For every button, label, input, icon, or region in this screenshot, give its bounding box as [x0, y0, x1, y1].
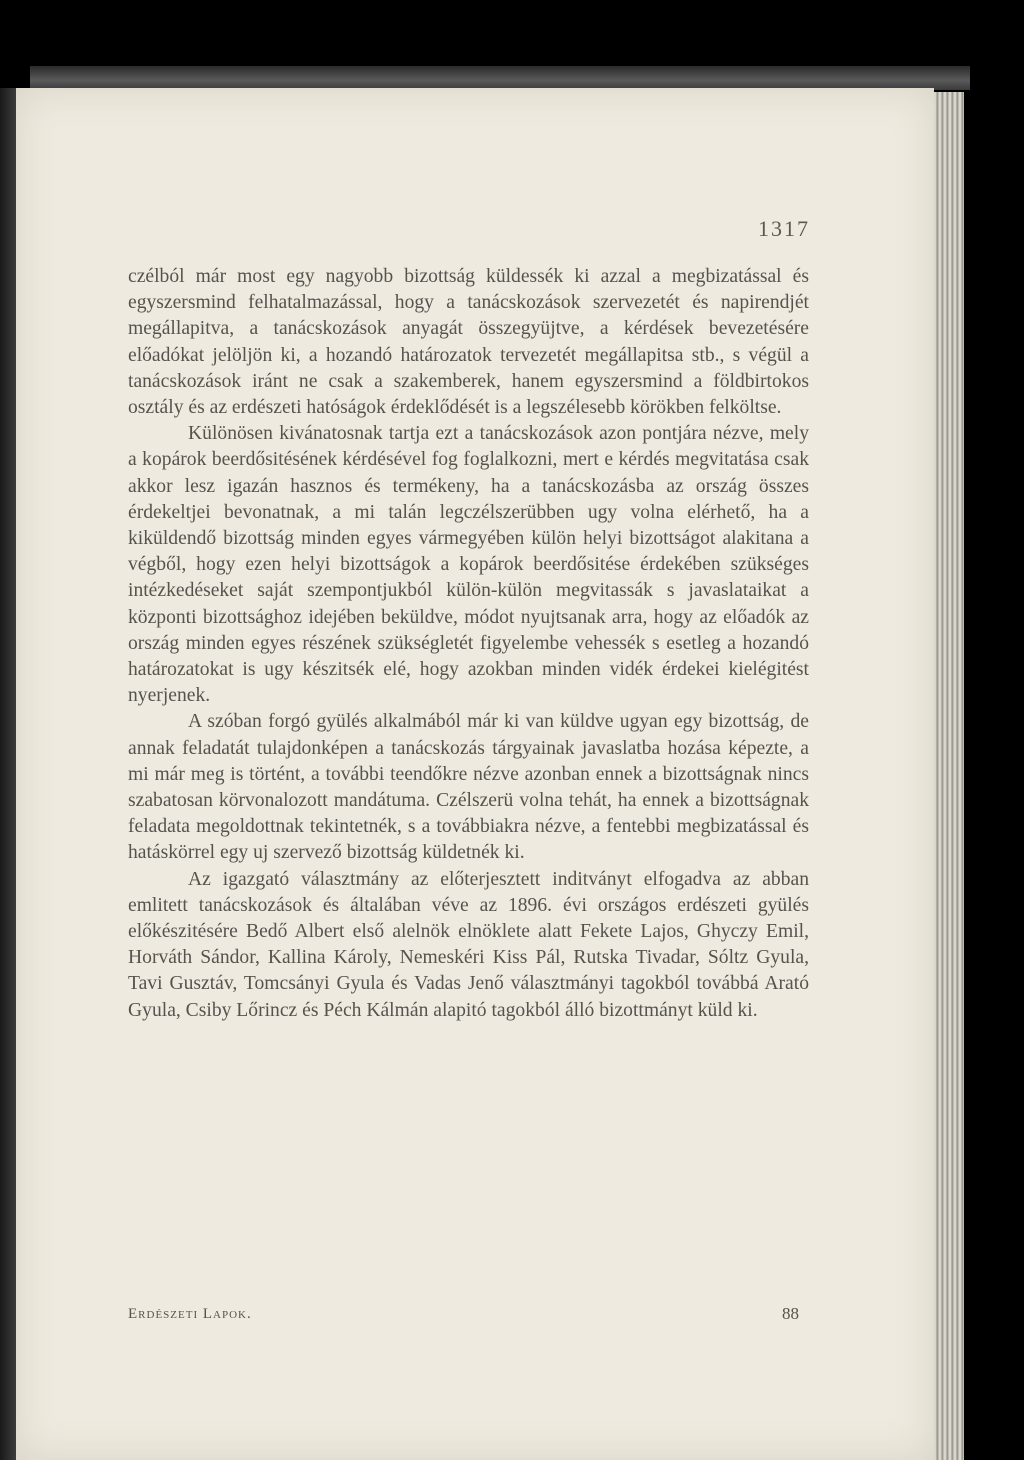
paragraph-2: Különösen kivánatosnak tartja ezt a tanácskozások azon pontjára nézve, mely a kopárok beerdősitésének kérdésével fog foglalkozni, mert e kérdés megvitatása csak akkor lesz igazán hasznos és termékeny, ha a tanácskozásba az ország összes érdekeltjei bevonatnak, a mi talán legczélszerübben ugy volna elérhető, ha a kiküldendő bizottság minden egyes vármegyében külön helyi bizottságot alakitana a végből, hogy ezen helyi bizottságok a kopárok beerdősitése érdekében szükséges intézkedéseket saját szempontjukból külön-külön megvitassák s javaslataikat a központi bizottsághoz idejében beküldve, módot nyujtsanak arra, hogy az előadók az ország minden egyes részének szükségletét figyelembe vehessék s esetleg a hozandó határozatokat is ugy készitsék elé, hogy azokban minden vidék érdekei kielégitést nyerjenek. [128, 423, 809, 707]
body-text [128, 264, 809, 1024]
paragraph-4: Az igazgató választmány az előterjesztett inditványt elfogadva az abban emlitett tanácskozások és általában véve az 1896. évi országos erdészeti gyülés előkészitésére Bedő Albert első alelnök elnöklete alatt Fekete Lajos, Ghyczy Emil, Horváth Sándor, Kallina Károly, Nemeskéri Kiss Pál, Rutska Tivadar, Sóltz Gyula, Tavi Gusztáv, Tomcsányi Gyula és Vadas Jenő választmányi tagokból továbbá Arató Gyula, Csiby Lőrincz és Péch Kálmán alapitó tagokból álló bizottmányt küld ki. [128, 868, 809, 1021]
journal-name: Erdészeti Lapok. [128, 1306, 252, 1322]
book-page-edges [934, 92, 964, 1460]
page-number: 1317 [758, 216, 810, 241]
paragraph-1: czélból már most egy nagyobb bizottság küldessék ki azzal a megbizatással és egyszersmind felhatalmazással, hogy a tanácskozások szervezetét és napirendjét megállapitva, a tanácskozások anyagát összegyüjtve, a kérdések bevezetésére előadókat jelöljön ki, a hozandó határozatok tervezetét megállapitsa stb., s végül a tanácskozások iránt ne csak a szakemberek, hanem egyszersmind a földbirtokos osztály és az erdészeti hatóságok érdeklődését is a legszélesebb körökben felköltse. [128, 266, 809, 419]
sheet-signature: 88 [782, 1304, 799, 1323]
book-left-shadow [0, 88, 16, 1460]
paragraph-3: A szóban forgó gyülés alkalmából már ki van küldve ugyan egy bizottság, de annak feladatát tulajdonképen a tanácskozás tárgyainak javaslatba hozása képezte, a mi már meg is történt, a további teendőkre nézve azonban ennek a bizottságnak nincs szabatosan körvonalozott mandátuma. Czélszerü volna tehát, ha ennek a bizottságnak feladata megoldottnak tekintetnék, s a továbbiakra nézve, a fentebbi megbizatással és hatáskörrel egy uj szervező bizottság küldetnék ki. [128, 711, 809, 864]
book-top-edge [30, 66, 970, 90]
